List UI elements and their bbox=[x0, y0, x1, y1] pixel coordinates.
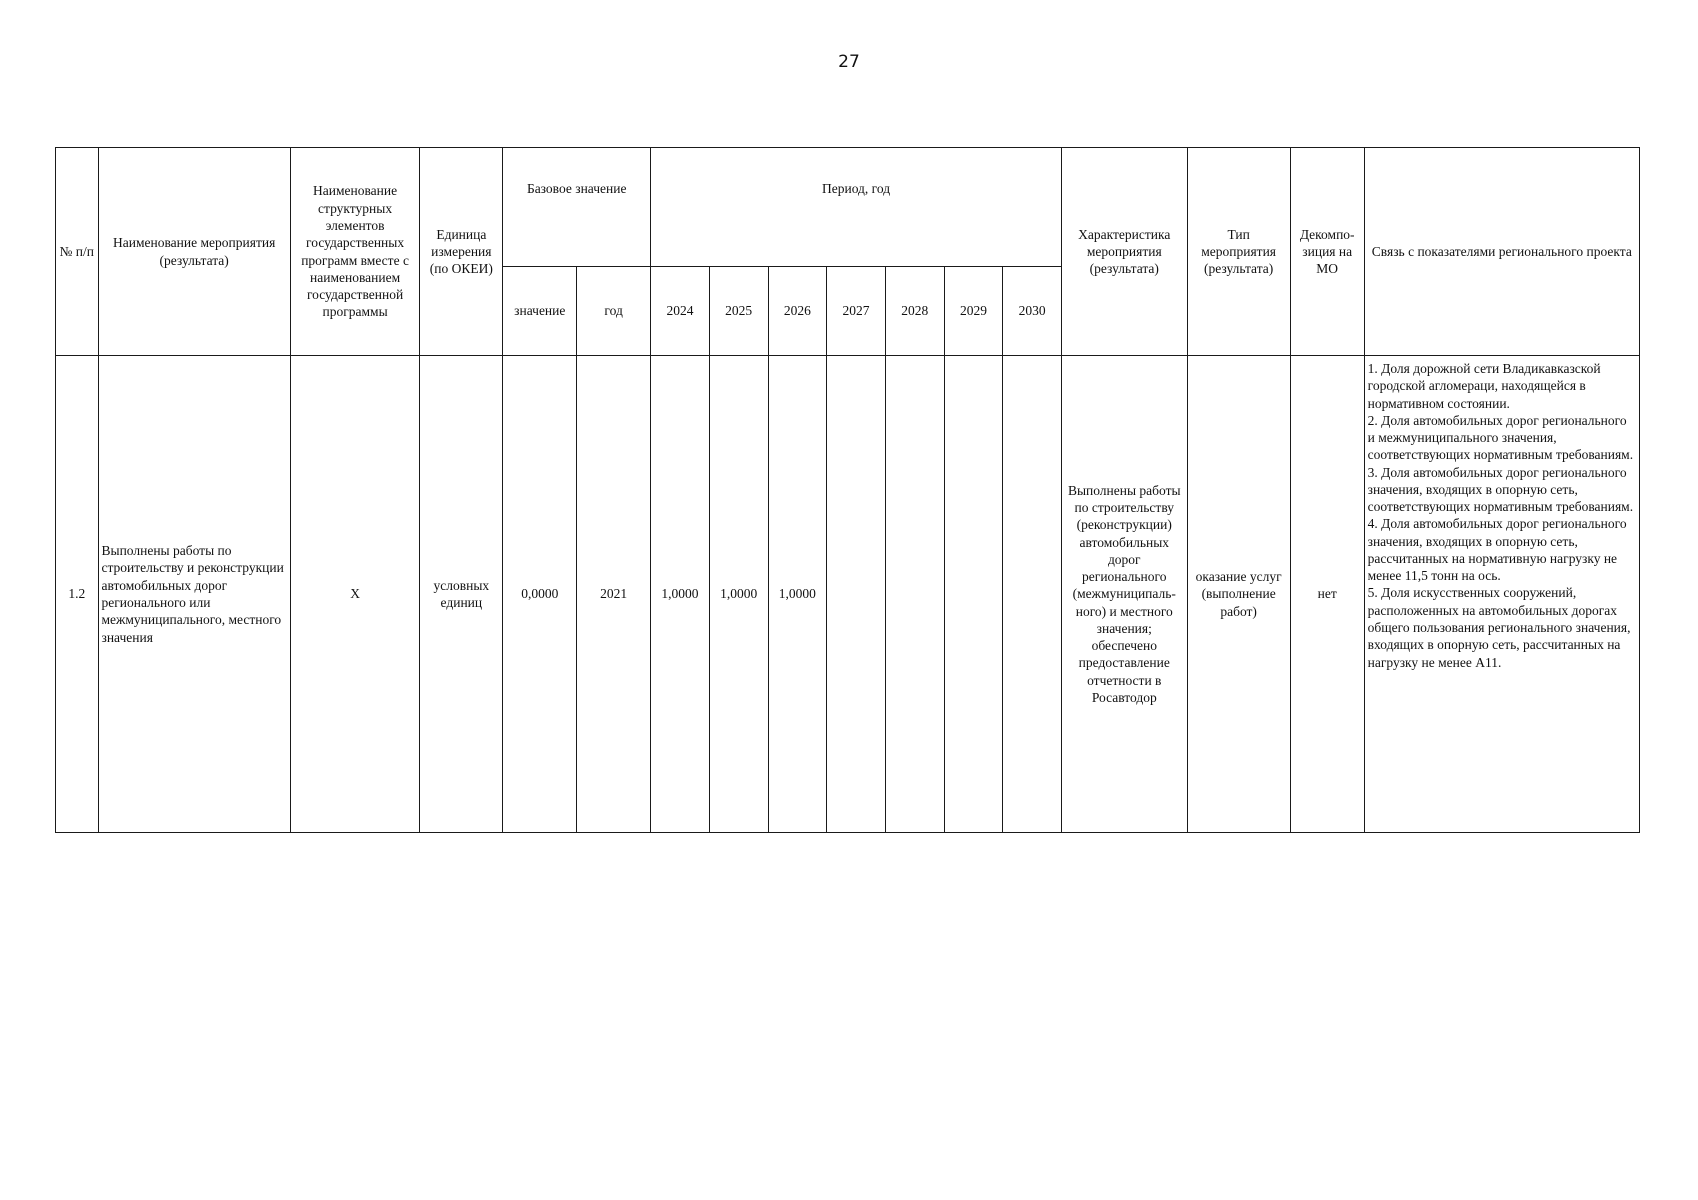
cell-base-value: 0,0000 bbox=[503, 356, 577, 833]
col-header-characteristic: Характеристика мероприятия (результата) bbox=[1062, 148, 1188, 356]
col-header-num: № п/п bbox=[56, 148, 99, 356]
col-header-name: Наименование мероприятия (результата) bbox=[98, 148, 290, 356]
col-header-unit: Единица измерения (по ОКЕИ) bbox=[420, 148, 503, 356]
col-header-year: 2024 bbox=[651, 267, 710, 356]
col-header-year: 2026 bbox=[768, 267, 827, 356]
cell-year-value bbox=[885, 356, 944, 833]
col-header-period-group: Период, год bbox=[651, 148, 1062, 267]
cell-year-value: 1,0000 bbox=[651, 356, 710, 833]
col-header-year: 2025 bbox=[709, 267, 768, 356]
cell-year-value: 1,0000 bbox=[709, 356, 768, 833]
col-header-decomposition: Декомпо-зиция на МО bbox=[1290, 148, 1364, 356]
header-row-1 bbox=[56, 148, 1640, 267]
col-header-year: 2029 bbox=[944, 267, 1003, 356]
cell-decomposition: нет bbox=[1290, 356, 1364, 833]
cell-year-value bbox=[827, 356, 886, 833]
cell-type: оказание услуг (выполнение работ) bbox=[1187, 356, 1290, 833]
table-row bbox=[56, 356, 1640, 833]
col-header-year: 2030 bbox=[1003, 267, 1062, 356]
col-header-year: 2028 bbox=[885, 267, 944, 356]
col-header-base-group: Базовое значение bbox=[503, 148, 651, 267]
col-header-year: 2027 bbox=[827, 267, 886, 356]
cell-links bbox=[1364, 356, 1639, 833]
col-header-links: Связь с показателями регионального проекта bbox=[1364, 148, 1639, 356]
cell-num: 1.2 bbox=[56, 356, 99, 833]
cell-name: Выполнены работы по строительству и реконструкции автомобильных дорог регионального или межмуниципального, местного значения bbox=[98, 356, 290, 833]
link-item: 1. Доля дорожной сети Владикавказской городской агломераци, находящейся в нормативном состоянии. bbox=[1367, 361, 1601, 411]
cell-year-value bbox=[944, 356, 1003, 833]
col-header-base-year: год bbox=[577, 267, 651, 356]
col-header-type: Тип мероприятия (результата) bbox=[1187, 148, 1290, 356]
cell-elements: X bbox=[290, 356, 420, 833]
cell-year-value bbox=[1003, 356, 1062, 833]
page-number: 27 bbox=[838, 52, 860, 72]
cell-year-value: 1,0000 bbox=[768, 356, 827, 833]
events-table bbox=[55, 147, 1640, 833]
link-item: 4. Доля автомобильных дорог регионального значения, входящих в опорную сеть, рассчитанных на нормативную нагрузку не менее 11,5 тонн на ось. bbox=[1367, 516, 1627, 584]
cell-unit: условных единиц bbox=[420, 356, 503, 833]
link-item: 3. Доля автомобильных дорог регионального значения, входящих в опорную сеть, соответствующих нормативным требованиям. bbox=[1367, 464, 1634, 515]
col-header-elements: Наименование структурных элементов государственных программ вместе с наименованием государственной программы bbox=[290, 148, 420, 356]
link-item: 5. Доля искусственных сооружений, расположенных на автомобильных дорогах общего пользования регионального значения, входящих в опорную сеть, рассчитанных на нагрузку не менее А11. bbox=[1367, 585, 1631, 670]
col-header-base-value: значение bbox=[503, 267, 577, 356]
cell-characteristic: Выполнены работы по строительству (реконструкции) автомобильных дорог регионального (межмуниципаль-ного) и местного значения; обеспечено предоставление отчетности в Росавтодор bbox=[1062, 356, 1188, 833]
cell-base-year: 2021 bbox=[577, 356, 651, 833]
link-item: 2. Доля автомобильных дорог регионального и межмуниципального значения, соответствующих нормативным требованиям. bbox=[1367, 412, 1634, 463]
